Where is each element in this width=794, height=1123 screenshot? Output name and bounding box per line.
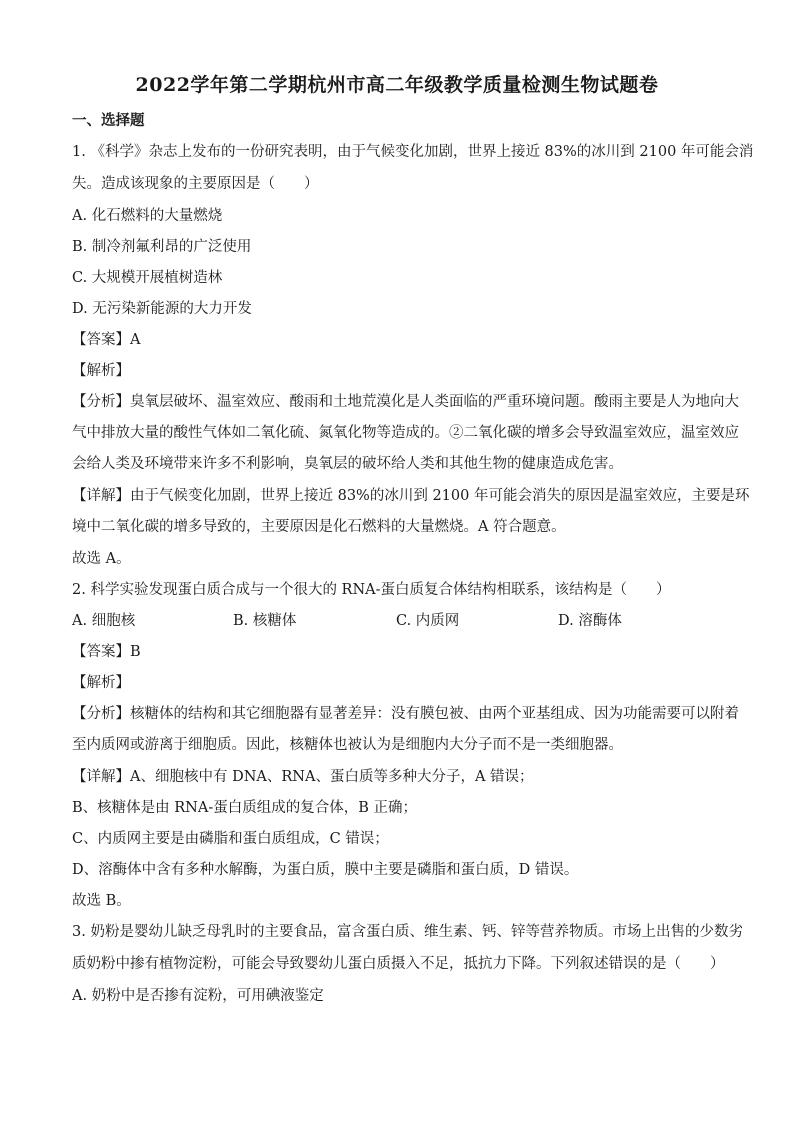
q3-stem-line1: 3. 奶粉是婴幼儿缺乏母乳时的主要食品，富含蛋白质、维生素、钙、锌等营养物质。市场上出售的少数劣 [72, 924, 743, 940]
q2-analysis-line1: 【分析】核糖体的结构和其它细胞器有显著差异：没有膜包被、由两个亚基组成、因为功能需要可以附着 [72, 706, 739, 722]
q1-option-d: D. 无污染新能源的大力开发 [72, 301, 252, 317]
q2-detail-b: B、核糖体是由 RNA-蛋白质组成的复合体，B 正确； [72, 800, 418, 816]
q2-detail-c: C、内质网主要是由磷脂和蛋白质组成，C 错误； [72, 831, 389, 847]
q1-option-c: C. 大规模开展植树造林 [72, 270, 223, 286]
section-heading: 一、选择题 [72, 112, 145, 129]
q1-analysis-line2: 气中排放大量的酸性气体如二氧化硫、氮氧化物等造成的。②二氧化碳的增多会导致温室效应，温室效应 [72, 425, 739, 441]
q1-option-a: A. 化石燃料的大量燃烧 [72, 208, 223, 224]
q2-detail-d: D、溶酶体中含有多种水解酶，为蛋白质，膜中主要是磷脂和蛋白质，D 错误。 [72, 862, 579, 878]
q2-option-c: C. 内质网 [396, 613, 460, 629]
q2-detail-a: 【详解】A、细胞核中有 DNA、RNA、蛋白质等多种大分子，A 错误； [72, 769, 534, 785]
q1-option-b: B. 制冷剂氟利昂的广泛使用 [72, 239, 252, 255]
page-title: 2022学年第二学期杭州市高二年级教学质量检测生物试题卷 [135, 74, 659, 96]
q2-option-b: B. 核糖体 [233, 613, 297, 629]
q2-answer: 【答案】B [72, 644, 141, 660]
q3-option-a: A. 奶粉中是否掺有淀粉，可用碘液鉴定 [72, 988, 324, 1004]
q2-conclusion: 故选 B。 [72, 893, 131, 909]
q2-stem: 2. 科学实验发现蛋白质合成与一个很大的 RNA-蛋白质复合体结构相联系，该结构是（ ） [72, 582, 671, 598]
q1-conclusion: 故选 A。 [72, 551, 131, 567]
q1-stem-line1: 1. 《科学》杂志上发布的一份研究表明，由于气候变化加剧，世界上接近 83%的冰川到 2100 年可能会消 [72, 144, 754, 160]
q2-analysis-line2: 至内质网或游离于细胞质。因此，核糖体也被认为是细胞内大分子而不是一类细胞器。 [72, 737, 623, 753]
q2-option-d: D. 溶酶体 [558, 613, 622, 629]
q1-detail-line1: 【详解】由于气候变化加剧，世界上接近 83%的冰川到 2100 年可能会消失的原因是温室效应，主要是环 [72, 488, 750, 504]
q1-analysis-line1: 【分析】臭氧层破坏、温室效应、酸雨和土地荒漠化是人类面临的严重环境问题。酸雨主要是人为地向大 [72, 394, 739, 410]
q1-answer: 【答案】A [72, 332, 141, 348]
q1-detail-line2: 境中二氧化碳的增多导致的，主要原因是化石燃料的大量燃烧。A 符合题意。 [72, 519, 566, 535]
q2-option-a: A. 细胞核 [72, 613, 136, 629]
q1-stem-line2: 失。造成该现象的主要原因是（ ） [72, 176, 319, 192]
q2-jiexi-label: 【解析】 [72, 675, 130, 691]
q3-stem-line2: 质奶粉中掺有植物淀粉，可能会导致婴幼儿蛋白质摄入不足，抵抗力下降。下列叙述错误的是（ ） [72, 956, 725, 972]
q1-analysis-line3: 会给人类及环境带来许多不利影响，臭氧层的破坏给人类和其他生物的健康造成危害。 [72, 456, 623, 472]
q1-jiexi-label: 【解析】 [72, 363, 130, 379]
